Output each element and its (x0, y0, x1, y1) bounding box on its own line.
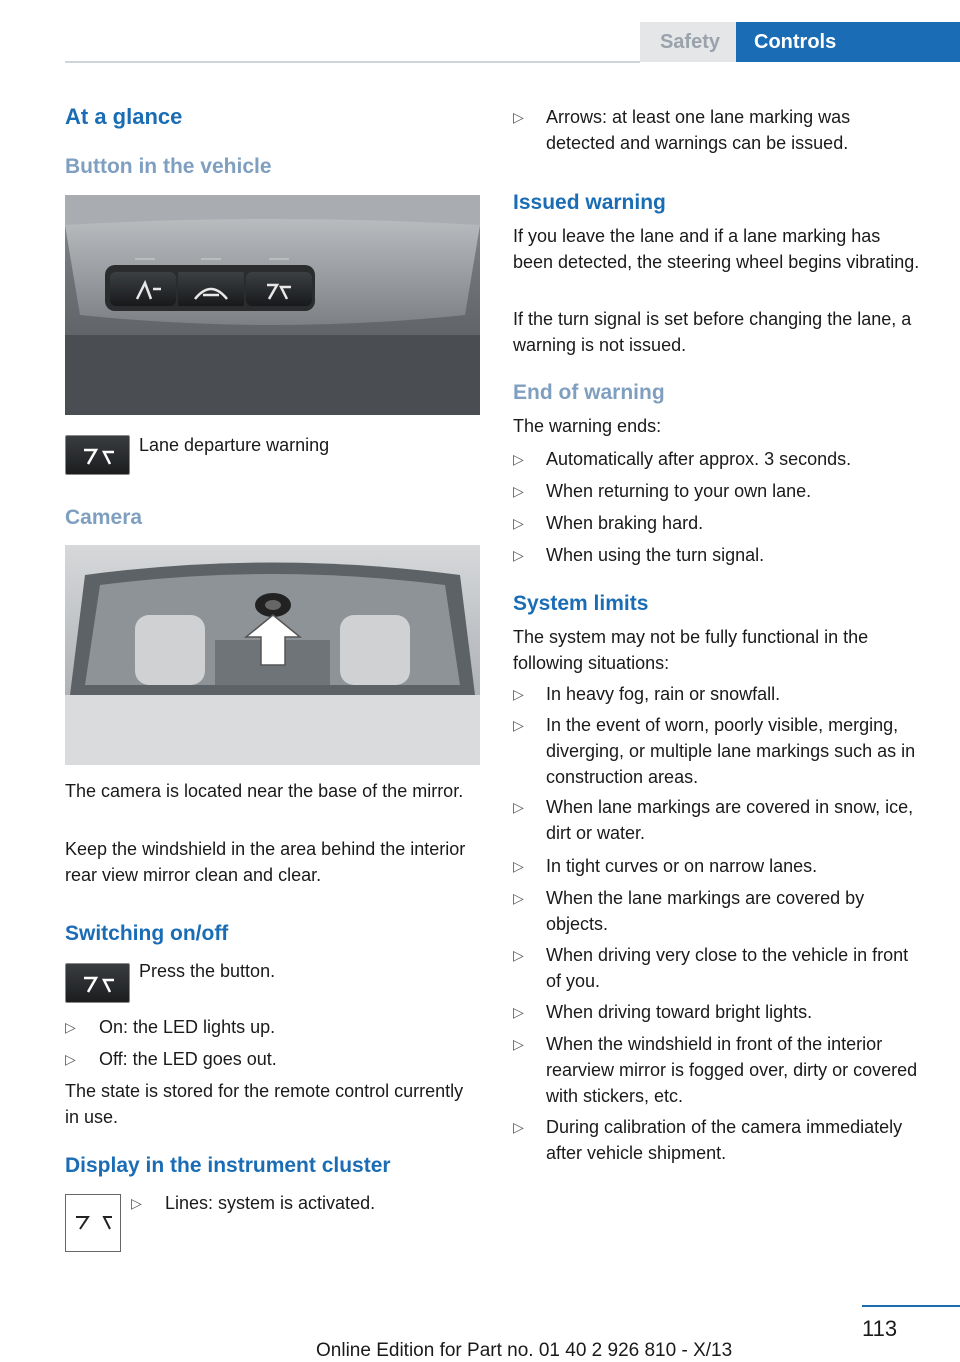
camera-illustration (65, 545, 480, 765)
heading-end-of-warning: End of warning (513, 381, 665, 404)
bullet-triangle-icon: ▷ (513, 858, 524, 874)
camera-photo (65, 545, 480, 765)
camera-location-text: The camera is located near the base of the mirror. (65, 781, 464, 801)
list-item: ▷ Automatically after approx. 3 seconds. (513, 446, 923, 472)
button-caption: Lane departure warning (139, 435, 330, 455)
heading-display-instrument-cluster: Display in the instrument cluster (65, 1154, 391, 1177)
list-item: ▷ When driving very close to the vehicle in front of you. (513, 942, 923, 994)
bullet-triangle-icon: ▷ (513, 1119, 524, 1135)
bullet-triangle-icon: ▷ (513, 799, 524, 815)
vehicle-buttons-photo (65, 195, 480, 415)
bullet-triangle-icon: ▷ (513, 1036, 524, 1052)
state-stored-text: The state is stored for the remote control currently in use. (65, 1081, 464, 1127)
bullet-triangle-icon: ▷ (131, 1195, 142, 1211)
bullet-triangle-icon: ▷ (513, 451, 524, 467)
press-button-text: Press the button. (139, 961, 276, 981)
edition-footer: Online Edition for Part no. 01 40 2 926 810 - X/13 (316, 1340, 733, 1361)
heading-issued-warning: Issued warning (513, 191, 666, 214)
heading-at-a-glance: At a glance (65, 104, 183, 129)
bullet-triangle-icon: ▷ (65, 1019, 76, 1035)
bullet-triangle-icon: ▷ (513, 686, 524, 702)
lines-indicator-icon (65, 1194, 121, 1252)
page-number: 113 (862, 1316, 898, 1341)
header-chapter-tab: Controls (736, 22, 960, 62)
vehicle-buttons-illustration (65, 195, 480, 415)
list-item: ▷ When lane markings are covered in snow, ice, dirt or water. (513, 794, 923, 846)
list-item: ▷ Lines: system is activated. (131, 1190, 476, 1216)
list-item: ▷ Off: the LED goes out. (65, 1046, 475, 1072)
heading-button-in-vehicle: Button in the vehicle (65, 155, 272, 178)
issued-warning-text-2: If the turn signal is set before changing the lane, a warning is not issued. (513, 309, 912, 355)
bullet-triangle-icon: ▷ (513, 890, 524, 906)
header-section-tab: Safety (640, 22, 736, 62)
bullet-triangle-icon: ▷ (65, 1051, 76, 1067)
issued-warning-text-1: If you leave the lane and if a lane marking has been detected, the steering wheel begins vibrating. (513, 226, 920, 272)
list-item: ▷ In tight curves or on narrow lanes. (513, 853, 923, 879)
lane-departure-warning-button-icon (65, 435, 130, 475)
camera-clean-text: Keep the windshield in the area behind the interior rear view mirror clean and clear. (65, 839, 466, 885)
list-item: ▷ When the windshield in front of the interior rearview mirror is fogged over, dirty or covered with stickers, etc. (513, 1031, 925, 1109)
header-rule (65, 61, 640, 63)
list-item: ▷ When braking hard. (513, 510, 923, 536)
bullet-triangle-icon: ▷ (513, 515, 524, 531)
heading-switching-on-off: Switching on/off (65, 922, 229, 945)
heading-system-limits: System limits (513, 592, 649, 615)
list-item: ▷ In heavy fog, rain or snowfall. (513, 681, 923, 707)
list-item: ▷ When driving toward bright lights. (513, 999, 923, 1025)
footer-rule (862, 1305, 960, 1307)
list-item: ▷ When using the turn signal. (513, 542, 923, 568)
list-item: ▷ Arrows: at least one lane marking was detected and warnings can be issued. (513, 104, 923, 156)
switch-button-icon (65, 963, 130, 1003)
list-item: ▷ When the lane markings are covered by objects. (513, 885, 923, 937)
bullet-triangle-icon: ▷ (513, 547, 524, 563)
system-limits-intro: The system may not be fully functional in the following situations: (513, 627, 869, 673)
heading-camera: Camera (65, 506, 143, 529)
list-item: ▷ When returning to your own lane. (513, 478, 923, 504)
bullet-triangle-icon: ▷ (513, 947, 524, 963)
bullet-triangle-icon: ▷ (513, 717, 524, 733)
bullet-triangle-icon: ▷ (513, 483, 524, 499)
list-item: ▷ In the event of worn, poorly visible, merging, diverging, or multiple lane markings such as in construction areas. (513, 712, 923, 790)
list-item: ▷ During calibration of the camera immediately after vehicle shipment. (513, 1114, 923, 1166)
end-warning-intro: The warning ends: (513, 416, 662, 436)
list-item: ▷ On: the LED lights up. (65, 1014, 475, 1040)
bullet-triangle-icon: ▷ (513, 1004, 524, 1020)
bullet-triangle-icon: ▷ (513, 109, 524, 125)
